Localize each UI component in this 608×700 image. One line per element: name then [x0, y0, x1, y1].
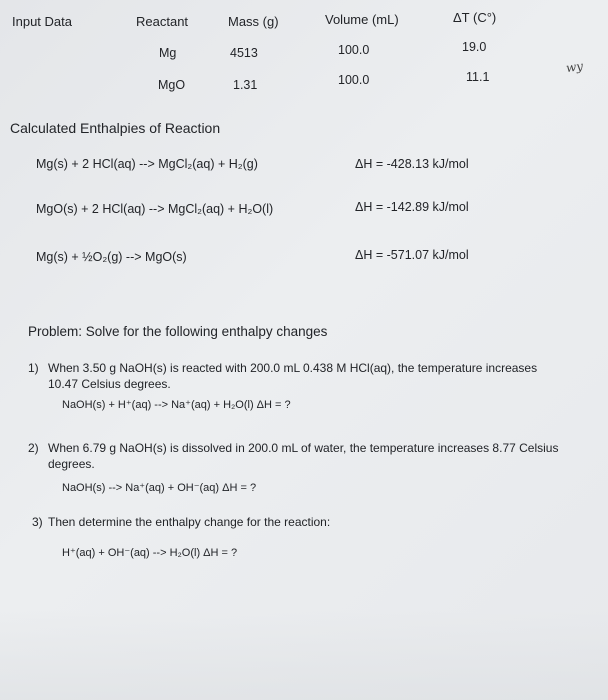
reaction-2-equation: MgO(s) + 2 HCl(aq) --> MgCl₂(aq) + H₂O(l) — [36, 202, 274, 216]
problem-1-text-line2: 10.47 Celsius degrees. — [48, 377, 171, 391]
mass-column-header: Mass (g) — [228, 14, 279, 29]
calculated-section-title: Calculated Enthalpies of Reaction — [10, 120, 221, 136]
row-2-reactant: MgO — [158, 78, 186, 92]
reaction-3-enthalpy: ΔH = -571.07 kJ/mol — [355, 248, 469, 262]
row-1-mass: 4513 — [230, 46, 258, 60]
problem-1-equation: NaOH(s) + H⁺(aq) --> Na⁺(aq) + H₂O(l) ΔH = ? — [62, 399, 291, 411]
reactant-column-header: Reactant — [136, 14, 189, 29]
problem-3-number: 3) — [32, 515, 43, 529]
delta-t-column-header: ΔT (C°) — [453, 10, 497, 25]
reaction-1-enthalpy: ΔH = -428.13 kJ/mol — [355, 157, 469, 171]
volume-column-header: Volume (mL) — [325, 12, 399, 27]
problem-2-number: 2) — [28, 441, 39, 455]
row-1-delta-t: 19.0 — [462, 40, 487, 54]
row-2-volume: 100.0 — [338, 73, 370, 87]
row-1-reactant: Mg — [159, 46, 177, 60]
problem-2-text-line1: When 6.79 g NaOH(s) is dissolved in 200.0 mL of water, the temperature increases 8.77 Celsius — [48, 441, 559, 455]
page-shadow — [0, 610, 608, 700]
row-2-mass: 1.31 — [233, 78, 258, 92]
problem-3-equation: H⁺(aq) + OH⁻(aq) --> H₂O(l) ΔH = ? — [62, 547, 238, 559]
problem-1-text-line1: When 3.50 g NaOH(s) is reacted with 200.0 mL 0.438 M HCl(aq), the temperature increases — [48, 361, 538, 375]
handwritten-initials: wy — [565, 58, 584, 76]
input-data-title: Input Data — [12, 14, 72, 29]
problem-2-equation: NaOH(s) --> Na⁺(aq) + OH⁻(aq) ΔH = ? — [62, 482, 257, 494]
problem-2-text-line2: degrees. — [48, 457, 95, 471]
problem-1-number: 1) — [28, 361, 39, 375]
problem-3-text-line1: Then determine the enthalpy change for the reaction: — [48, 515, 331, 529]
row-2-delta-t: 11.1 — [466, 70, 490, 84]
problem-section-title: Problem: Solve for the following enthalpy changes — [28, 324, 328, 339]
row-1-volume: 100.0 — [338, 43, 370, 57]
reaction-1-equation: Mg(s) + 2 HCl(aq) --> MgCl₂(aq) + H₂(g) — [36, 157, 258, 171]
reaction-2-enthalpy: ΔH = -142.89 kJ/mol — [355, 200, 469, 214]
reaction-3-equation: Mg(s) + ½O₂(g) --> MgO(s) — [36, 250, 187, 264]
